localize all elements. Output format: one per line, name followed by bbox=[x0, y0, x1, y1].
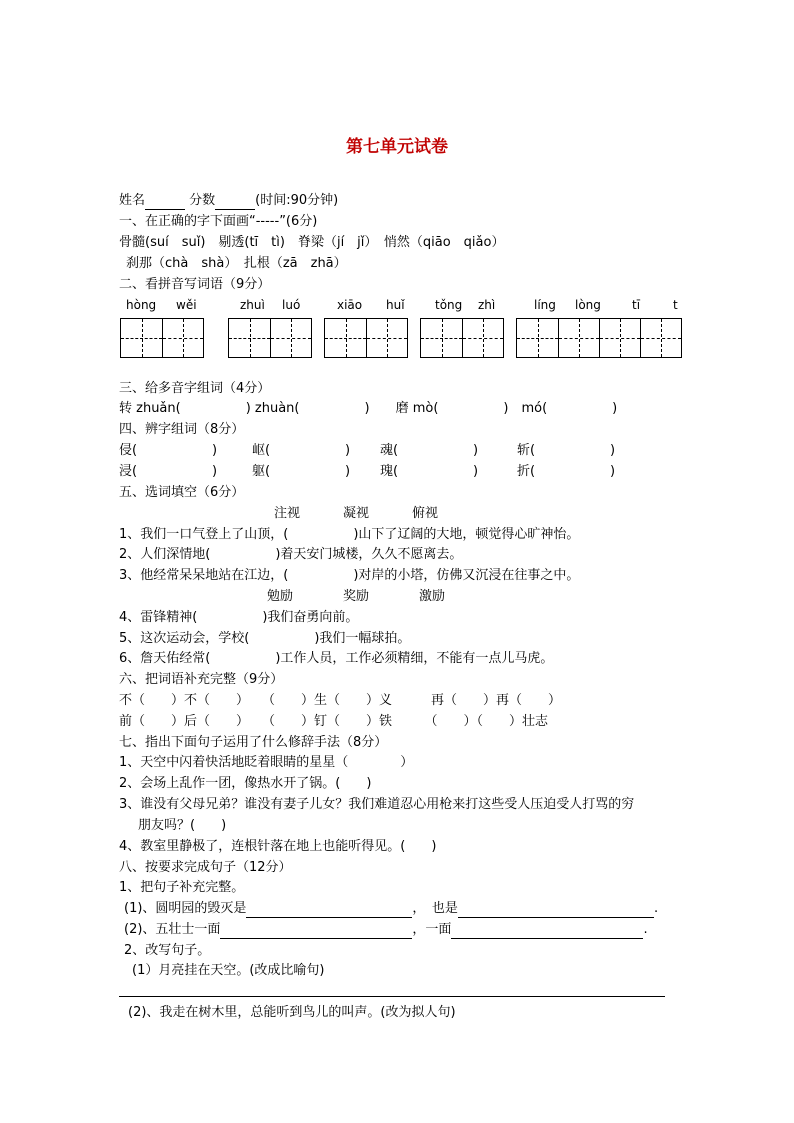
char-item: 瑰( bbox=[380, 464, 399, 479]
pinyin-label: líng bbox=[534, 298, 556, 312]
writing-cell[interactable] bbox=[558, 319, 599, 357]
answer-blank[interactable] bbox=[451, 924, 643, 939]
pinyin-label: lòng bbox=[575, 298, 601, 312]
section-6-row-1: 不（ ）不（ ） （ ）生（ ）义 再（ ）再（ ） bbox=[119, 693, 562, 708]
writing-cell[interactable] bbox=[162, 319, 203, 357]
word-option: 凝视 bbox=[343, 506, 370, 521]
name-blank[interactable] bbox=[145, 195, 185, 210]
writing-cell[interactable] bbox=[366, 319, 407, 357]
section-3-row: 转 zhuǎn( ) zhuàn( ) 磨 mò( ) mó( ) bbox=[119, 401, 618, 416]
question: 4、教室里静极了，连根针落在地上也能听得见。( ) bbox=[119, 839, 437, 854]
score-label: 分数 bbox=[189, 193, 216, 208]
word-option: 勉励 bbox=[267, 589, 294, 604]
question: 4、雷锋精神( )我们奋勇向前。 bbox=[119, 610, 359, 625]
fill-sentence: (2)、五壮士一面 ，一面 . bbox=[124, 922, 648, 937]
answer-blank[interactable] bbox=[246, 903, 412, 918]
pinyin-label: hòng bbox=[126, 298, 157, 312]
pinyin-label: huǐ bbox=[386, 298, 405, 312]
question: 2、人们深情地( )着天安门城楼，久久不愿离去。 bbox=[119, 547, 463, 562]
writing-cell[interactable] bbox=[421, 319, 462, 357]
char-item: 侵( bbox=[119, 443, 138, 458]
section-6-row-2: 前（ ）后（ ） （ ）钉（ ）铁 （ ）（ ）壮志 bbox=[119, 714, 549, 729]
section-1-row-1: 骨髓(suí suǐ) 剔透(tī tì) 脊梁（jí jǐ） 悄然（qiāo qiǎo） bbox=[119, 235, 505, 250]
char-item: 斩( bbox=[517, 443, 536, 458]
time-info: (时间:90分钟) bbox=[255, 193, 339, 208]
word-option: 激励 bbox=[419, 589, 446, 604]
sentence-part: ， 也是 bbox=[412, 901, 458, 916]
sub-heading: 1、把句子补充完整。 bbox=[119, 880, 245, 895]
exam-page: 第七单元试卷 姓名 分数 (时间:90分钟) 一、在正确的字下面画“-----”(6分) 骨髓(suí suǐ) 剔透(tī tì) 脊梁（jí jǐ） 悄然（qiāo qiǎo） 刹那（chà shà） 扎根（zā zhā） 二、看拼音写词语（9分） hòng wěi zhuì luó xiāo huǐ tǒng zhì líng lòng tī t 三、给多音字组词（4分） 转 zhuǎn( ) zhuàn( ) 磨 mò( ) mó( ) 四、辨字组词（8分） 侵( ) 岖( ) 魂( ) 斩( ) 浸( ) 躯( ) 瑰( ) 折( ) 五、选词填空（6分） 注视 凝视 俯视 1、我们一口气登上了山顶，( )山下了辽阔的大地，顿觉得心旷神怡。 2、人们深情地( )着天安门城楼，久久不愿离去。 3、他经常呆呆地站在江边，( )对岸的小塔，仿佛又沉浸在往事之中。 勉励 奖励 激励 4、雷锋精神( )我们奋勇向前。 5、这次运动会，学校( )我们一幅球拍。 6、詹天佑经常( )工作人员，工作必须精细，不能有一点儿马虎。 六、把词语补充完整（9分） 不（ ）不（ ） （ ）生（ ）义 再（ ）再（ ） 前（ ）后（ ） （ ）钉（ ）铁 （ ）（ ）壮志 七、指出下面句子运用了什么修辞手法（8分） 1、天空中闪着快活地眨着眼睛的星星（ ） 2、会场上乱作一团，像热水开了锅。( ) 3、谁没有父母兄弟？谁没有妻子儿女？我们难道忍心用枪来打这些受人压迫受人打骂的穷 朋友吗？( ) 4、教室里静极了，连根针落在地上也能听得见。( ) 八、按要求完成句子（12分） 1、把句子补充完整。 (1)、圆明园的毁灭是 ， 也是 . (2)、五壮士一面 ，一面 . 2、改写句子。 (1）月亮挂在天空。(改成比喻句) (2)、我走在树木里，总能听到鸟儿的叫声。(改为拟人句) bbox=[0, 0, 794, 1123]
score-blank[interactable] bbox=[215, 195, 255, 210]
question: 1、天空中闪着快活地眨着眼睛的星星（ ） bbox=[119, 755, 414, 770]
writing-box-group bbox=[516, 318, 682, 358]
fill-sentence: (1)、圆明园的毁灭是 ， 也是 . bbox=[124, 901, 659, 916]
rewrite-question: (1）月亮挂在天空。(改成比喻句) bbox=[132, 963, 325, 978]
answer-blank[interactable] bbox=[220, 924, 412, 939]
name-score-line bbox=[119, 192, 338, 210]
writing-box-group bbox=[228, 318, 312, 358]
writing-box-group bbox=[120, 318, 204, 358]
pinyin-label: xiāo bbox=[337, 298, 363, 312]
char-item: 躯( bbox=[252, 464, 271, 479]
answer-blank[interactable] bbox=[458, 903, 654, 918]
pinyin-label: wěi bbox=[176, 298, 197, 312]
sub-heading: 2、改写句子。 bbox=[124, 943, 211, 958]
sentence-part: (1)、圆明园的毁灭是 bbox=[124, 901, 247, 916]
pinyin-label: zhuì bbox=[240, 298, 265, 312]
question: 1、我们一口气登上了山顶，( )山下了辽阔的大地，顿觉得心旷神怡。 bbox=[119, 527, 580, 542]
question: 6、詹天佑经常( )工作人员，工作必须精细，不能有一点儿马虎。 bbox=[119, 651, 554, 666]
writing-cell[interactable] bbox=[121, 319, 162, 357]
writing-cell[interactable] bbox=[517, 319, 558, 357]
pinyin-label: t bbox=[673, 298, 678, 312]
question: 2、会场上乱作一团，像热水开了锅。( ) bbox=[119, 776, 372, 791]
writing-cell[interactable] bbox=[640, 319, 681, 357]
section-4-heading: 四、辨字组词（8分） bbox=[119, 422, 245, 437]
word-option: 俯视 bbox=[412, 506, 439, 521]
writing-cell[interactable] bbox=[462, 319, 503, 357]
question: 5、这次运动会，学校( )我们一幅球拍。 bbox=[119, 631, 411, 646]
page-title: 第七单元试卷 bbox=[346, 137, 448, 157]
section-1-row-2: 刹那（chà shà） 扎根（zā zhā） bbox=[126, 256, 347, 271]
char-item: 折( bbox=[517, 464, 536, 479]
section-2-heading: 二、看拼音写词语（9分） bbox=[119, 277, 271, 292]
sentence-part: (2)、五壮士一面 bbox=[124, 922, 221, 937]
writing-cell[interactable] bbox=[325, 319, 366, 357]
char-item: 浸( bbox=[119, 464, 138, 479]
section-3-heading: 三、给多音字组词（4分） bbox=[119, 381, 271, 396]
name-label: 姓名 bbox=[119, 193, 146, 208]
rewrite-question: (2)、我走在树木里，总能听到鸟儿的叫声。(改为拟人句) bbox=[128, 1005, 456, 1020]
writing-cell[interactable] bbox=[270, 319, 311, 357]
section-6-heading: 六、把词语补充完整（9分） bbox=[119, 672, 284, 687]
pinyin-label: zhì bbox=[478, 298, 496, 312]
section-7-heading: 七、指出下面句子运用了什么修辞手法（8分） bbox=[119, 735, 388, 750]
section-5-heading: 五、选词填空（6分） bbox=[119, 485, 245, 500]
answer-line[interactable] bbox=[119, 996, 665, 997]
char-item: 岖( bbox=[252, 443, 271, 458]
writing-box-group bbox=[420, 318, 504, 358]
word-option: 奖励 bbox=[343, 589, 370, 604]
writing-cell[interactable] bbox=[599, 319, 640, 357]
section-8-heading: 八、按要求完成句子（12分） bbox=[119, 860, 292, 875]
sentence-part: ，一面 bbox=[412, 922, 452, 937]
question: 3、谁没有父母兄弟？谁没有妻子儿女？我们难道忍心用枪来打这些受人压迫受人打骂的穷 bbox=[119, 797, 635, 812]
char-item: 魂( bbox=[380, 443, 399, 458]
pinyin-label: luó bbox=[282, 298, 301, 312]
section-1-heading: 一、在正确的字下面画“-----”(6分) bbox=[119, 214, 318, 229]
writing-box-group bbox=[324, 318, 408, 358]
pinyin-label: tǒng bbox=[435, 298, 463, 312]
writing-cell[interactable] bbox=[229, 319, 270, 357]
question-continued: 朋友吗？( ) bbox=[138, 818, 227, 833]
word-option: 注视 bbox=[274, 506, 301, 521]
question: 3、他经常呆呆地站在江边，( )对岸的小塔，仿佛又沉浸在往事之中。 bbox=[119, 568, 580, 583]
pinyin-label: tī bbox=[632, 298, 641, 312]
